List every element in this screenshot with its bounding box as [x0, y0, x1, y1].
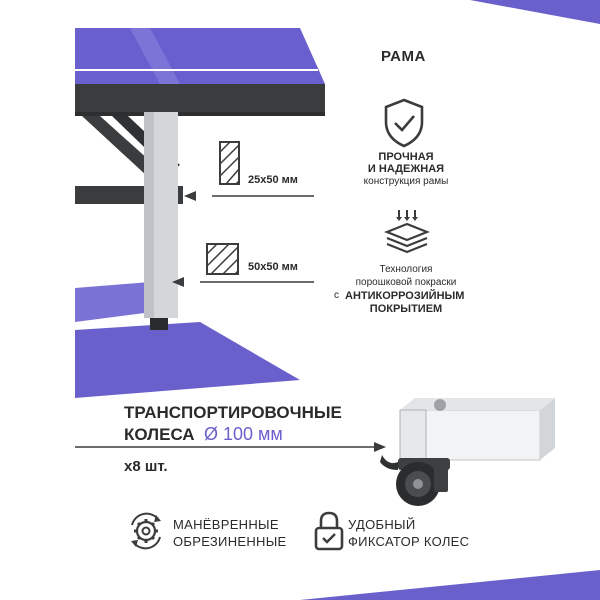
profile-50x50-icon — [207, 244, 238, 274]
profile-25x50-icon — [220, 142, 239, 184]
table-top — [75, 28, 325, 84]
coating-line-2: порошковой покраски — [355, 277, 457, 288]
maneuver-line-2: ОБРЕЗИНЕННЫЕ — [173, 534, 287, 549]
profile-bottom-label: 50х50 мм — [248, 261, 298, 273]
leg-foot — [150, 318, 168, 330]
shield-check-icon — [381, 97, 427, 149]
strength-line-2: И НАДЕЖНАЯ — [367, 163, 445, 175]
wheels-heading-line-2: КОЛЕСА — [124, 425, 195, 444]
coating-line-1: Технология — [379, 264, 433, 275]
wheel-assembly — [380, 398, 555, 506]
wheels-size: Ø 100 мм — [204, 424, 283, 444]
coating-line-3-bold: АНТИКОРРОЗИЙНЫМ — [345, 290, 465, 302]
strength-line-1: ПРОЧНАЯ — [378, 151, 434, 163]
paint-layers-icon — [384, 208, 430, 258]
wheels-heading-line-1: ТРАНСПОРТИРОВОЧНЫЕ — [124, 403, 342, 422]
floor-mat — [75, 322, 300, 398]
profile-top-label: 25х50 мм — [248, 174, 298, 186]
corner-accent-top — [470, 0, 600, 24]
maneuver-line-1: МАНЁВРЕННЫЕ — [173, 517, 279, 532]
gear-arrows-icon — [127, 511, 165, 551]
lock-line-1: УДОБНЫЙ — [348, 517, 416, 532]
frame-title: РАМА — [381, 48, 426, 65]
table-apron — [75, 84, 325, 112]
strength-line-3: конструкция рамы — [363, 176, 449, 187]
wheels-count: х8 шт. — [124, 458, 168, 475]
lock-line-2: ФИКСАТОР КОЛЕС — [348, 534, 470, 549]
corner-accent-bottom — [300, 570, 600, 600]
padlock-icon — [313, 510, 345, 552]
coating-line-3-prefix: с — [334, 290, 339, 301]
coating-line-4: ПОКРЫТИЕМ — [369, 303, 443, 315]
